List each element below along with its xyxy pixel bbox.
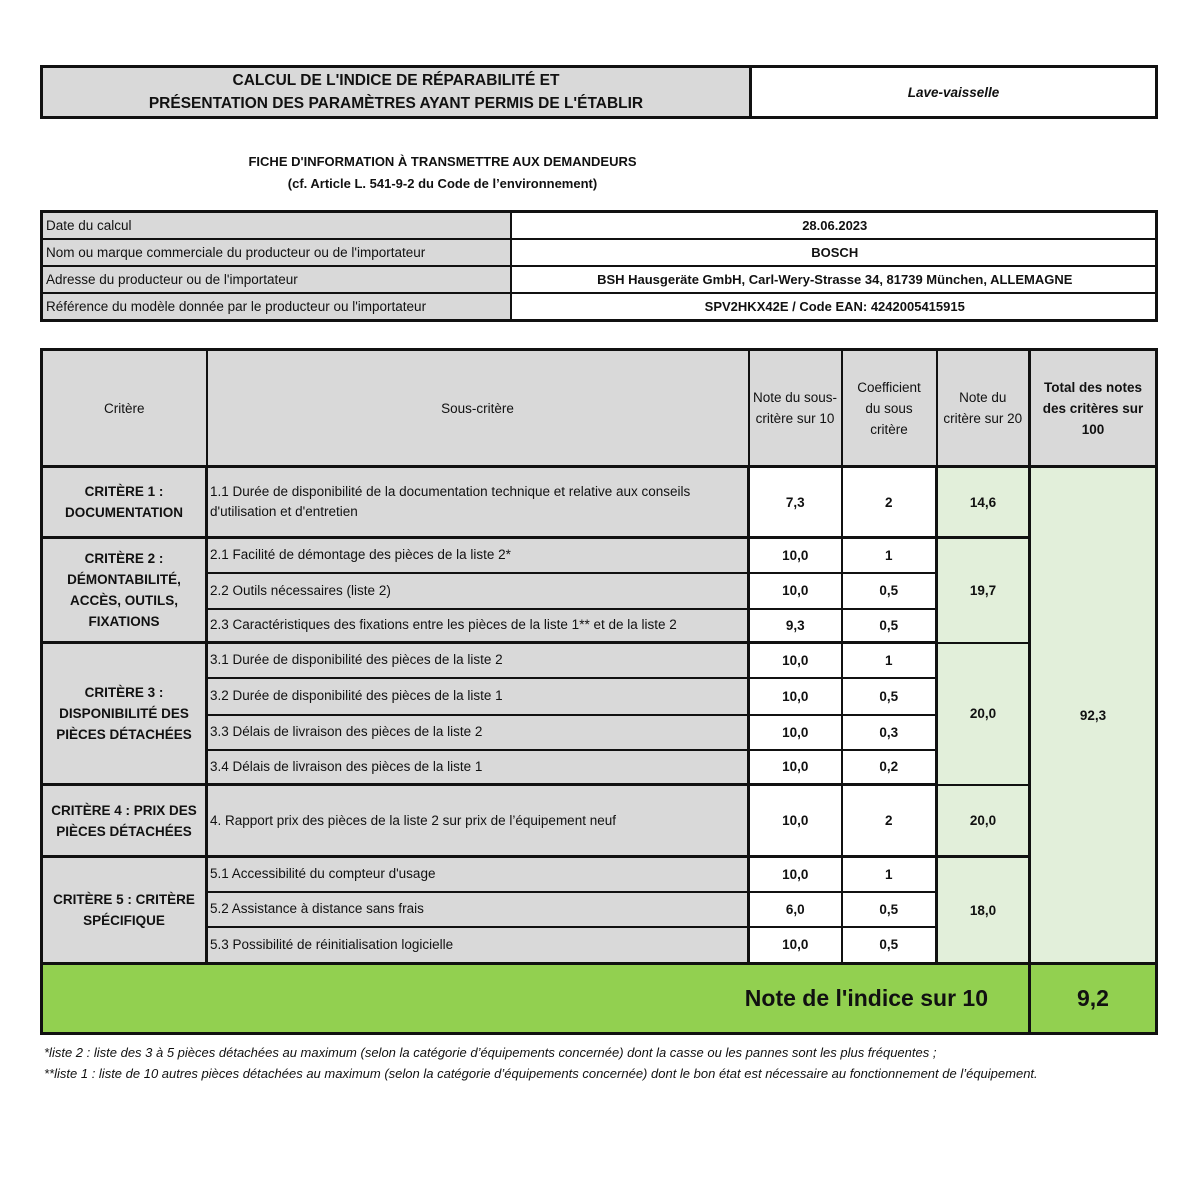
document-title [43,68,752,116]
header-critere: Critère [42,350,207,467]
score-table [40,348,1158,1035]
final-score-label: Note de l'indice sur 10 [42,964,1030,1034]
info-value: SPV2HKX42E / Code EAN: 4242005415915 [511,293,1157,321]
criterion-label: CRITÈRE 3 : DISPONIBILITÉ DES PIÈCES DÉTACHÉES [42,643,207,785]
sub-criterion-coefficient: 0,5 [842,927,937,964]
sub-criterion-coefficient: 0,5 [842,609,937,643]
criterion-score: 19,7 [937,538,1030,643]
sub-criterion-coefficient: 0,5 [842,892,937,927]
sub-criterion-coefficient: 0,5 [842,573,937,609]
sub-criterion-note: 10,0 [749,785,842,857]
sub-criterion-note: 10,0 [749,573,842,609]
header-coefficient: Coefficient du sous critère [842,350,937,467]
final-score-value: 9,2 [1030,964,1157,1034]
info-table [40,210,1158,322]
criterion-label: CRITÈRE 2 : DÉMONTABILITÉ, ACCÈS, OUTILS, FIXATIONS [42,538,207,643]
total-score: 92,3 [1030,467,1157,964]
criterion-score: 20,0 [937,785,1030,857]
header-note-critere: Note du critère sur 20 [937,350,1030,467]
criterion-label: CRITÈRE 4 : PRIX DES PIÈCES DÉTACHÉES [42,785,207,857]
sub-criterion-label: 3.3 Délais de livraison des pièces de la liste 2 [207,715,749,750]
header-note-sous-critere: Note du sous-critère sur 10 [749,350,842,467]
sub-criterion-note: 6,0 [749,892,842,927]
table-row [42,857,1157,892]
info-label: Nom ou marque commerciale du producteur ou de l'importateur [42,239,511,266]
final-score-row [42,964,1157,1034]
sub-criterion-label: 2.1 Facilité de démontage des pièces de la liste 2* [207,538,749,573]
table-row [42,785,1157,857]
info-label: Référence du modèle donnée par le producteur ou l'importateur [42,293,511,321]
sub-criterion-note: 10,0 [749,715,842,750]
sub-criterion-label: 2.2 Outils nécessaires (liste 2) [207,573,749,609]
sub-criterion-note: 10,0 [749,538,842,573]
sub-criterion-coefficient: 2 [842,785,937,857]
sub-criterion-label: 3.2 Durée de disponibilité des pièces de la liste 1 [207,678,749,715]
info-row [42,212,1157,240]
sub-criterion-coefficient: 2 [842,467,937,538]
info-label: Date du calcul [42,212,511,240]
sub-criterion-coefficient: 1 [842,538,937,573]
criterion-score: 20,0 [937,643,1030,785]
criterion-score: 18,0 [937,857,1030,964]
sub-criterion-label: 2.3 Caractéristiques des fixations entre les pièces de la liste 1** et de la liste 2 [207,609,749,643]
sub-criterion-note: 10,0 [749,857,842,892]
sub-criterion-note: 9,3 [749,609,842,643]
sub-criterion-coefficient: 0,2 [842,750,937,785]
subheading-line-2: (cf. Article L. 541-9-2 du Code de l’environnement) [287,176,598,191]
info-value: BOSCH [511,239,1157,266]
table-header-row [42,350,1157,467]
sub-criterion-note: 10,0 [749,927,842,964]
info-value: BSH Hausgeräte GmbH, Carl-Wery-Strasse 34, 81739 München, ALLEMAGNE [511,266,1157,293]
sub-criterion-label: 1.1 Durée de disponibilité de la documentation technique et relative aux conseils d'utilisation et d'entretien [207,467,749,538]
sub-criterion-note: 10,0 [749,643,842,678]
header-sous-critere: Sous-critère [207,350,749,467]
footnote-liste-2: *liste 2 : liste des 3 à 5 pièces détachées au maximum (selon la catégorie d’équipements concernée) dont la casse ou les pannes sont les plus fréquentes ; [44,1045,937,1060]
sub-criterion-note: 7,3 [749,467,842,538]
info-row [42,266,1157,293]
table-row [42,467,1157,538]
sub-criterion-label: 3.4 Délais de livraison des pièces de la liste 1 [207,750,749,785]
subheading-line-1: FICHE D'INFORMATION À TRANSMETTRE AUX DEMANDEURS [248,154,637,169]
info-label: Adresse du producteur ou de l'importateur [42,266,511,293]
criterion-label: CRITÈRE 5 : CRITÈRE SPÉCIFIQUE [42,857,207,964]
sub-criterion-note: 10,0 [749,750,842,785]
criterion-score: 14,6 [937,467,1030,538]
sub-criterion-label: 4. Rapport prix des pièces de la liste 2 sur prix de l’équipement neuf [207,785,749,857]
sub-criterion-note: 10,0 [749,678,842,715]
header-total: Total des notes des critères sur 100 [1030,350,1157,467]
info-value: 28.06.2023 [511,212,1157,240]
title-line-1: CALCUL DE L'INDICE DE RÉPARABILITÉ ET [232,72,560,89]
footnotes [44,1042,1154,1084]
info-row [42,239,1157,266]
sub-criterion-coefficient: 0,3 [842,715,937,750]
sub-criterion-label: 5.3 Possibilité de réinitialisation logicielle [207,927,749,964]
sub-criterion-coefficient: 0,5 [842,678,937,715]
sub-criterion-coefficient: 1 [842,857,937,892]
document-header [40,65,1158,119]
sub-criterion-label: 5.2 Assistance à distance sans frais [207,892,749,927]
product-type: Lave-vaisselle [907,84,1000,100]
footnote-liste-1: **liste 1 : liste de 10 autres pièces détachées au maximum (selon la catégorie d’équipements concernée) dont le bon état est nécessaire au fonctionnement de l’équipement. [44,1066,1038,1081]
table-row [42,538,1157,573]
subheading [40,151,845,195]
info-row [42,293,1157,321]
table-row [42,643,1157,678]
sub-criterion-label: 3.1 Durée de disponibilité des pièces de la liste 2 [207,643,749,678]
title-line-2: PRÉSENTATION DES PARAMÈTRES AYANT PERMIS DE L'ÉTABLIR [148,95,644,112]
sub-criterion-coefficient: 1 [842,643,937,678]
sub-criterion-label: 5.1 Accessibilité du compteur d'usage [207,857,749,892]
criterion-label: CRITÈRE 1 : DOCUMENTATION [42,467,207,538]
